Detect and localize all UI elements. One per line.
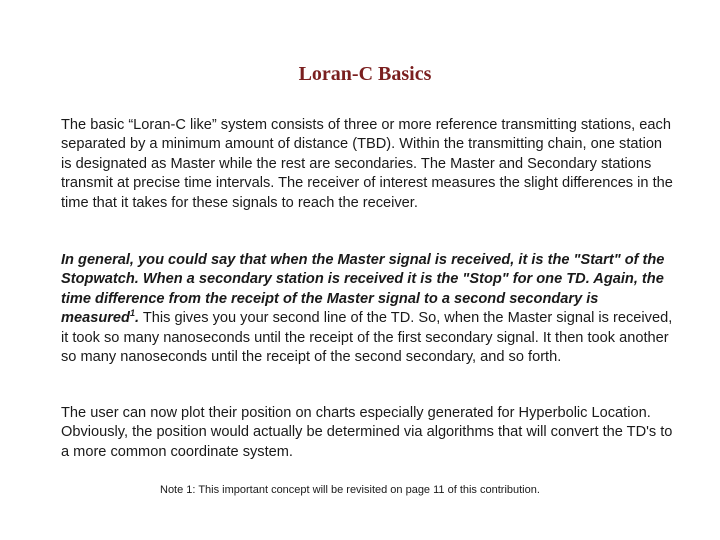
stopwatch-emphasis: In general, you could say that when the Master signal is received, it is the "Start" of the Stopwatch. When a secondary station is received it is the "Stop" for one TD. Again, the time difference from the receipt of the Master signal to a second secondary is measured: [61, 252, 665, 327]
stopwatch-emphasis-end: .: [134, 310, 140, 327]
footnote: Note 1: This important concept will be revisited on page 11 of this contribution.: [160, 484, 540, 496]
stopwatch-rest: This gives you your second line of the TD. So, when the Master signal is received, it took so many nanoseconds until the receipt of the first secondary signal. It then took another so many nanoseconds until the receipt of the second secondary, and so forth.: [61, 310, 673, 366]
stopwatch-paragraph: [61, 251, 673, 367]
plotting-paragraph: The user can now plot their position on charts especially generated for Hyperbolic Location. Obviously, the position would actually be determined via algorithms that will convert the TD's to a more common coordinate system.: [61, 405, 673, 460]
slide-title: Loran-C Basics: [298, 63, 432, 85]
footnote-reference: 1: [129, 308, 135, 319]
intro-paragraph: The basic “Loran-C like” system consists of three or more reference transmitting stations, each separated by a minimum amount of distance (TBD). Within the transmitting chain, one station is designated as Master while the rest are secondaries. The Master and Secondary stations transmit at precise time intervals. The receiver of interest measures the slight differences in the time that it takes for these signals to reach the receiver.: [61, 117, 673, 211]
